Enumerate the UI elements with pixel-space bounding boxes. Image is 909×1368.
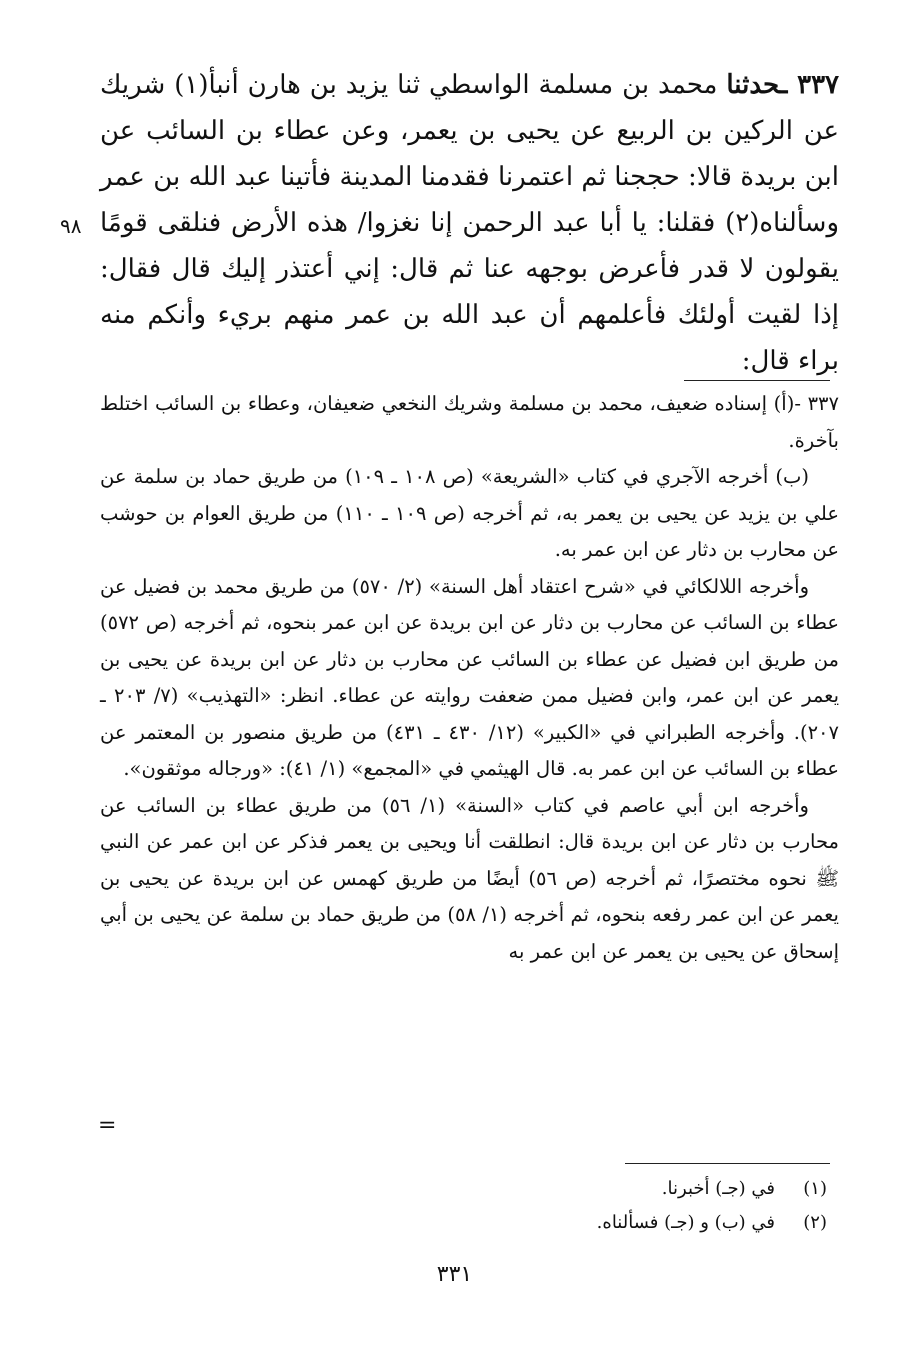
footnotes (100, 1172, 827, 1240)
footnote (100, 1172, 827, 1206)
hadith-body: محمد بن مسلمة الواسطي ثنا يزيد بن هارن أنبأ(١) شريك عن الركين بن الربيع عن يحيى بن يعمر، وعن عطاء بن السائب عن ابن بريدة قالا: حججنا ثم اعتمرنا فقدمنا المدينة فأتينا عبد الله بن عمر وسألناه(٢) فقلنا: يا أبا عبد الرحمن إنا نغزوا/ هذه الأرض فنلقى قومًا يقولون لا قدر فأعرض بوجهه عنا ثم قال: إني أعتذر إليك قال فقال: إذا لقيت أولئك فأعلمهم أن عبد الله بن عمر منهم بريء وأنكم منه براء قال: (100, 70, 839, 376)
commentary-section (100, 386, 839, 970)
commentary-paragraph: (ب) أخرجه الآجري في كتاب «الشريعة» (ص ١٠٨ ـ ١٠٩) من طريق حماد بن سلمة عن علي بن يزيد عن يحيى بن يعمر به، ثم أخرجه (ص ١٠٩ ـ ١١٠) من طريق العوام بن حوشب عن محارب بن دثار عن ابن عمر به. (100, 465, 840, 561)
hadith-lead-word: حدثنا (726, 70, 780, 100)
hadith-text (100, 62, 839, 384)
footnote-number: (٢) (803, 1212, 827, 1233)
footnote-text: في (ب) و (جـ) فسألناه. (596, 1212, 775, 1233)
hadith-number: ٣٣٧ ـ (779, 70, 840, 100)
commentary-paragraph: وأخرجه اللالكائي في «شرح اعتقاد أهل السنة» (٢/ ٥٧٠) من طريق محمد بن فضيل عن عطاء بن السائب عن محارب بن دثار عن ابن بريدة عن ابن عمر بنحوه، ثم أخرجه (ص ٥٧٢) من طريق ابن فضيل عن عطاء بن السائب عن محارب بن دثار عن ابن بريدة عن يحيى بن يعمر عن ابن عمر، وابن فضيل ممن ضعفت روايته عن عطاء. انظر: «التهذيب» (٧/ ٢٠٣ ـ ٢٠٧). وأخرجه الطبراني في «الكبير» (١٢/ ٤٣٠ ـ ٤٣١) من طريق منصور بن المعتمر عن عطاء بن السائب عن ابن عمر به. قال الهيثمي في «المجمع» (١/ ٤١): «ورجاله موثقون». (100, 574, 839, 780)
page-number: ٣٣١ (436, 1262, 473, 1287)
footnote-divider (625, 1163, 830, 1164)
commentary-paragraph: وأخرجه ابن أبي عاصم في كتاب «السنة» (١/ ٥٦) من طريق عطاء بن السائب عن محارب بن دثار عن ابن بريدة قال: انطلقت أنا ويحيى بن يعمر فذكر عن ابن عمر عن النبي ﷺ نحوه مختصرًا، ثم أخرجه (ص ٥٦) أيضًا من طريق كهمس عن ابن بريدة عن يحيى بن يعمر عن ابن عمر رفعه بنحوه، ثم أخرجه (١/ ٥٨) من طريق حماد بن سلمة عن يحيى بن أبي إسحاق عن يحيى بن يعمر عن ابن عمر به (100, 793, 839, 963)
continuation-mark: = (98, 1113, 117, 1138)
footnote-text: في (جـ) أخبرنا. (661, 1178, 775, 1199)
margin-page-reference: ٩٨ (60, 214, 82, 238)
commentary-paragraph: ٣٣٧ -(أ) إسناده ضعيف، محمد بن مسلمة وشريك النخعي ضعيفان، وعطاء بن السائب اختلط بآخرة. (100, 392, 839, 452)
commentary-divider (684, 380, 830, 381)
footnote (100, 1206, 827, 1240)
footnote-number: (١) (803, 1178, 827, 1199)
